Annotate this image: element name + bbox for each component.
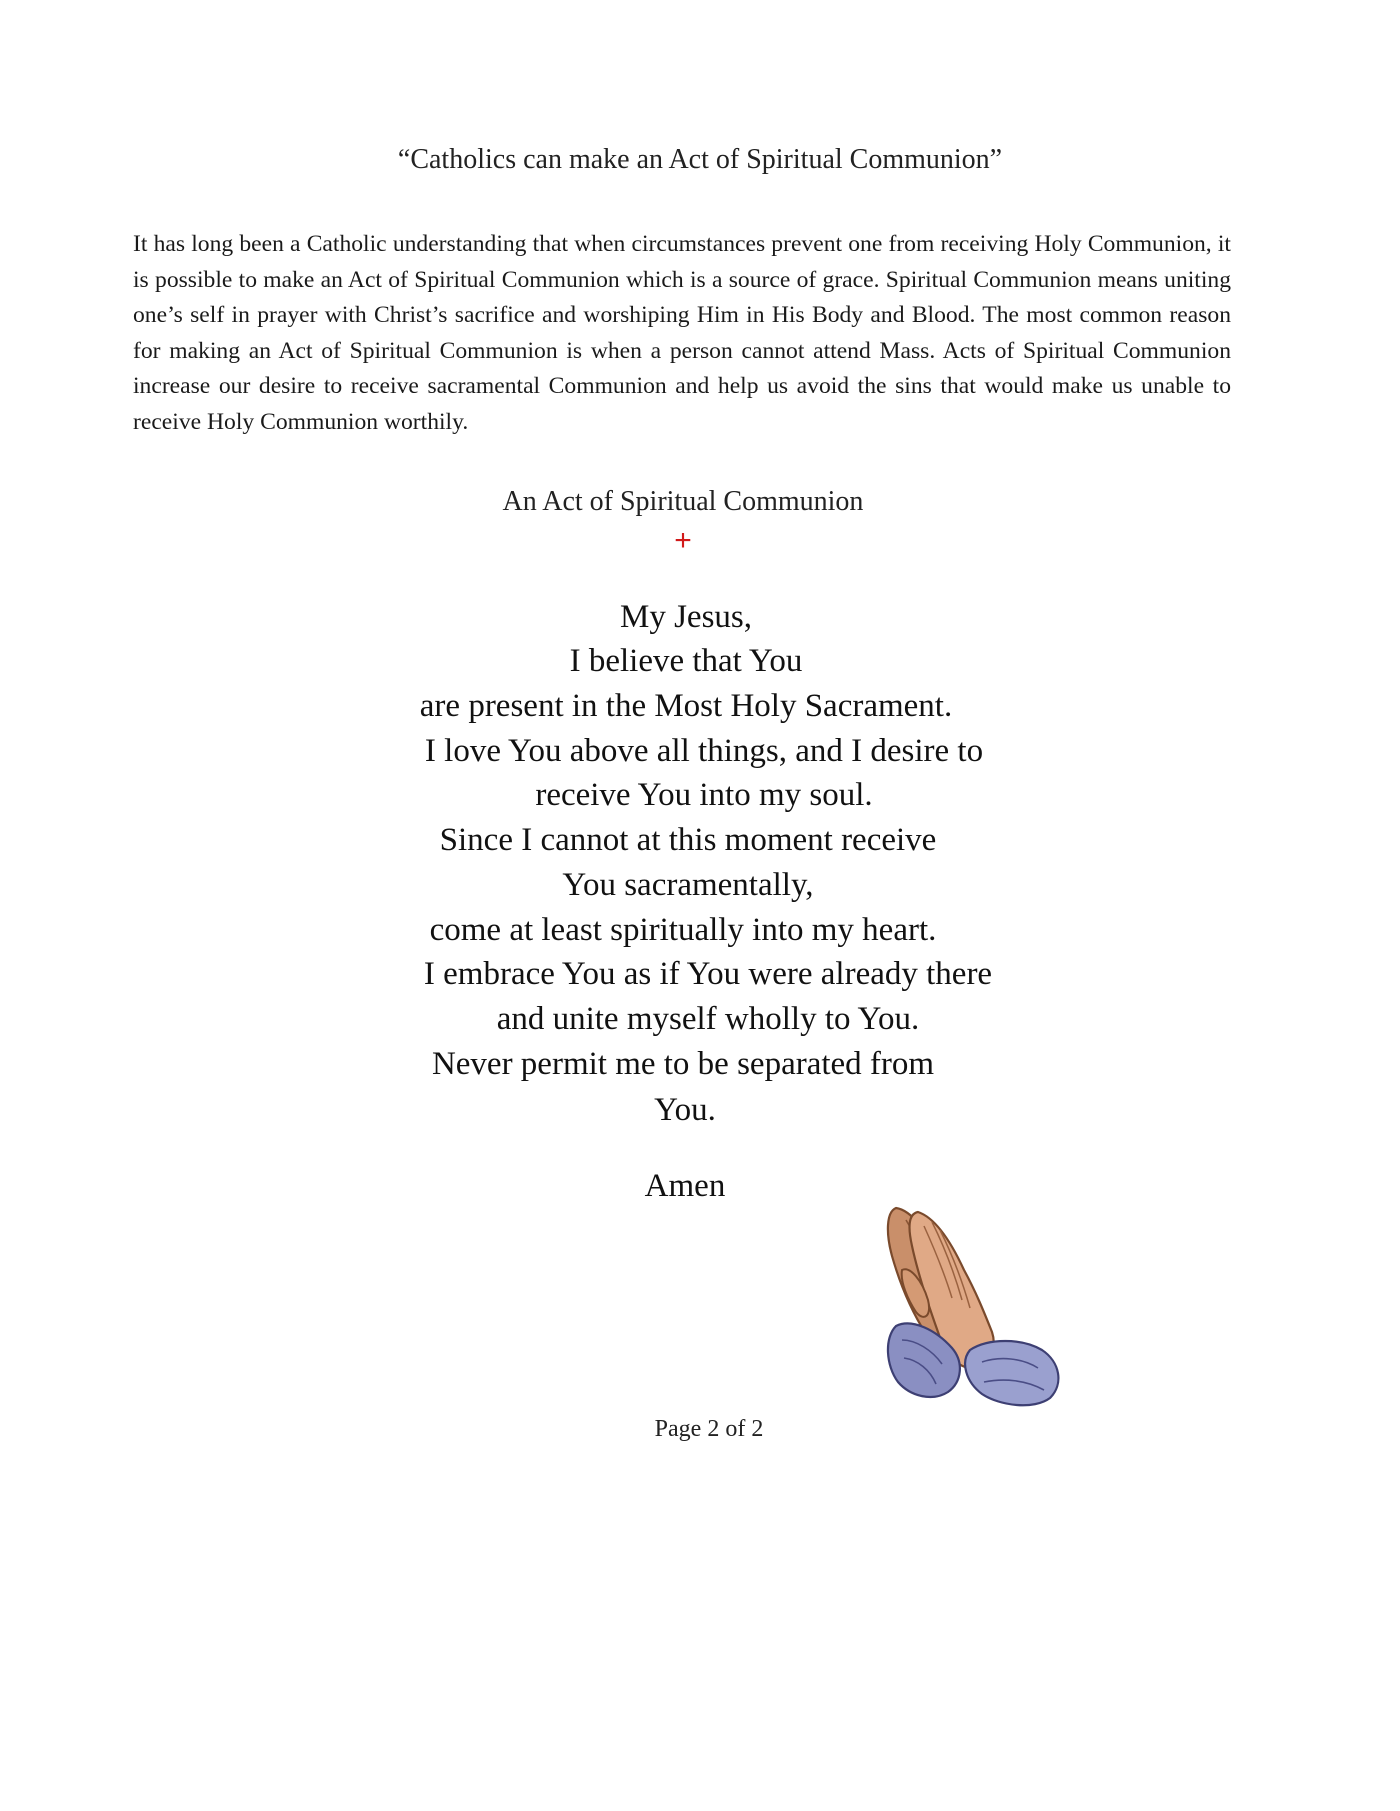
prayer-line: My Jesus, xyxy=(619,599,753,635)
prayer-line: You sacramentally, xyxy=(562,867,814,903)
prayer-line: I embrace You as if You were already there xyxy=(423,956,993,992)
praying-hands-icon xyxy=(866,1200,1066,1410)
prayer-line: Since I cannot at this moment receive xyxy=(439,822,937,858)
prayer-line: come at least spiritually into my heart. xyxy=(429,912,937,948)
document-title: “Catholics can make an Act of Spiritual Communion” xyxy=(397,144,1003,175)
cross-icon: + xyxy=(674,524,692,557)
prayer-title: An Act of Spiritual Communion xyxy=(502,486,864,517)
prayer-line: and unite myself wholly to You. xyxy=(496,1001,920,1037)
page-number: Page 2 of 2 xyxy=(654,1416,764,1442)
prayer-line: I believe that You xyxy=(569,643,803,679)
prayer-line: Never permit me to be separated from xyxy=(431,1046,935,1082)
prayer-line: I love You above all things, and I desire to xyxy=(424,733,984,769)
prayer-line: receive You into my soul. xyxy=(535,777,873,813)
prayer-line: are present in the Most Holy Sacrament. xyxy=(419,688,953,724)
intro-paragraph: It has long been a Catholic understanding that when circumstances prevent one from receiving Holy Communion, it is possible to make an Act of Spiritual Communion which is a source of grace. Spiritual Communion means uniting one’s self in prayer with Christ’s sacrifice and worshiping Him in His Body and Blood. The most common reason for making an Act of Spiritual Communion is when a person cannot attend Mass. Acts of Spiritual Communion increase our desire to receive sacramental Communion and help us avoid the sins that would make us unable to receive Holy Communion worthily. xyxy=(133,231,1231,435)
prayer-line: You. xyxy=(654,1092,716,1128)
prayer-amen: Amen xyxy=(644,1168,726,1204)
